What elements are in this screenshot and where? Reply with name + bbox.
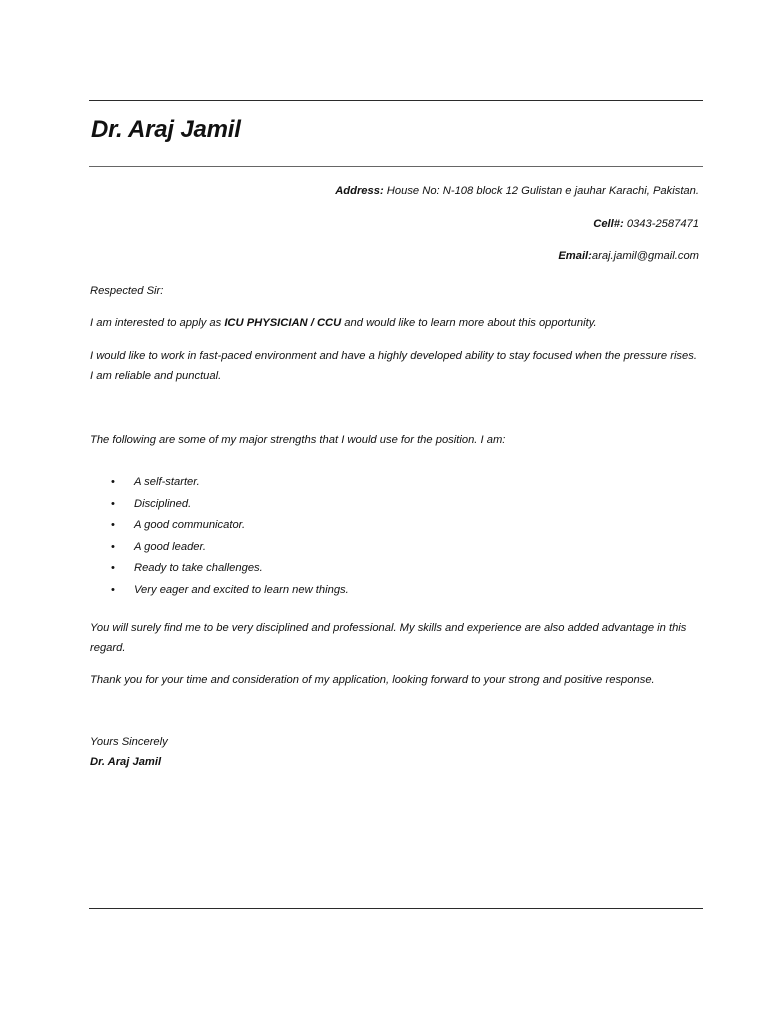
strengths-intro: The following are some of my major strengths that I would use for the position. I am: xyxy=(90,434,506,446)
email-label: Email: xyxy=(558,250,592,262)
bottom-divider xyxy=(89,908,703,909)
header-divider xyxy=(89,166,703,167)
work-paragraph: I would like to work in fast-paced environment and have a highly developed ability to stay focused when the pressure rises. I am reliable and punctual. xyxy=(90,350,697,382)
strength-item xyxy=(90,517,349,539)
cell-value: 0343-2587471 xyxy=(623,218,699,230)
sign-off: Yours Sincerely xyxy=(90,736,168,748)
applicant-name-heading: Dr. Araj Jamil xyxy=(91,116,241,143)
intro-text-after: and would like to learn more about this opportunity. xyxy=(341,317,597,329)
strength-text: A self-starter. xyxy=(134,476,200,488)
position-title: ICU PHYSICIAN / CCU xyxy=(224,317,342,329)
closing-paragraph-1: You will surely find me to be very disciplined and professional. My skills and experience are also added advantage in this regard. xyxy=(90,622,687,654)
intro-text-before: I am interested to apply as xyxy=(90,317,225,329)
salutation: Respected Sir: xyxy=(90,285,164,297)
address-label: Address: xyxy=(335,185,384,197)
contact-address xyxy=(335,185,699,197)
bullet-icon: • xyxy=(111,540,115,553)
bullet-icon: • xyxy=(111,583,115,596)
strength-item xyxy=(90,560,349,582)
strength-item xyxy=(90,539,349,561)
strength-item xyxy=(90,496,349,518)
signature-name: Dr. Araj Jamil xyxy=(90,756,162,768)
closing-paragraph-2: Thank you for your time and consideration of my application, looking forward to your strong and positive response. xyxy=(90,674,655,686)
bullet-icon: • xyxy=(111,497,115,510)
top-divider xyxy=(89,100,703,101)
strength-text: Very eager and excited to learn new things. xyxy=(134,583,349,596)
intro-paragraph xyxy=(90,313,702,333)
bullet-icon: • xyxy=(111,519,115,532)
strength-text: A good leader. xyxy=(134,540,206,553)
contact-email xyxy=(558,250,699,262)
bullet-icon: • xyxy=(111,476,115,488)
address-value: House No: N-108 block 12 Gulistan e jauhar Karachi, Pakistan. xyxy=(383,185,699,197)
contact-cell xyxy=(593,218,699,230)
strength-item xyxy=(90,474,349,496)
strength-text: Disciplined. xyxy=(134,497,192,510)
email-value: araj.jamil@gmail.com xyxy=(591,250,699,262)
cell-label: Cell#: xyxy=(593,218,624,230)
strength-text: A good communicator. xyxy=(134,519,246,532)
strength-text: Ready to take challenges. xyxy=(134,562,263,575)
strength-item xyxy=(90,582,349,604)
strengths-list xyxy=(90,474,349,604)
bullet-icon: • xyxy=(111,562,115,575)
